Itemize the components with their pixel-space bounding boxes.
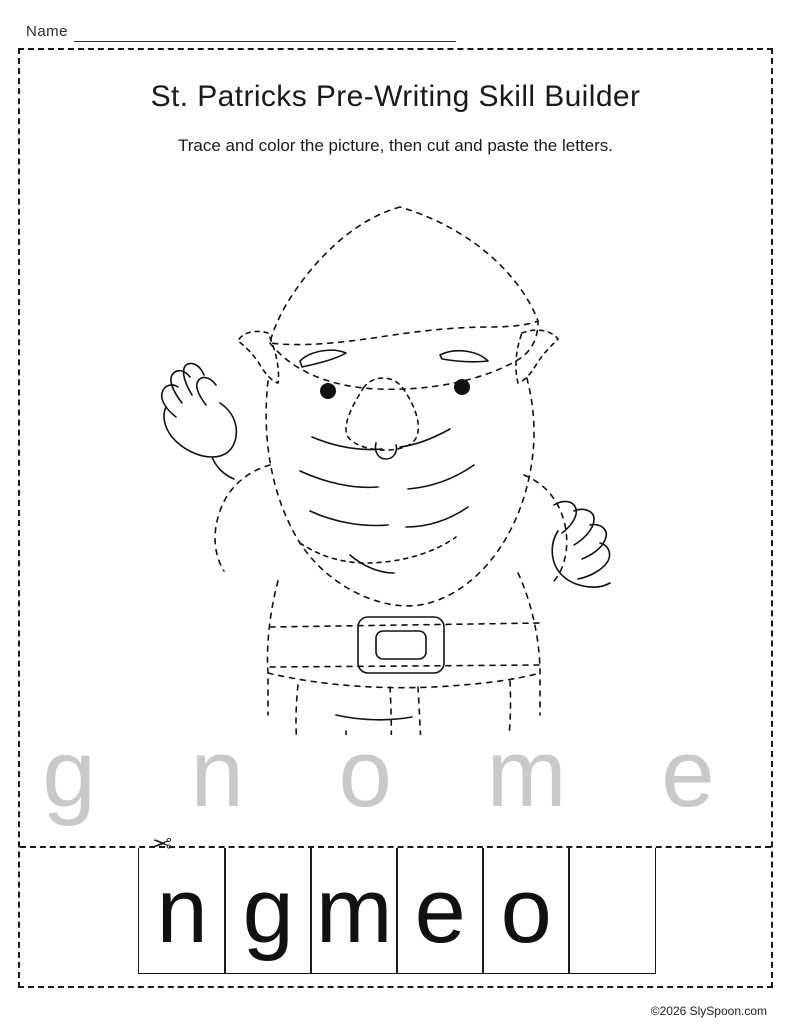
copyright-footer: ©2026 SlySpoon.com xyxy=(650,1004,767,1018)
letter-tile-glyph: e xyxy=(414,859,466,962)
trace-word[interactable]: g n o m e xyxy=(42,720,749,827)
letter-tile[interactable] xyxy=(568,848,656,974)
letter-tile[interactable] xyxy=(482,848,570,974)
name-write-line[interactable] xyxy=(74,25,456,42)
letter-tile-glyph: o xyxy=(500,859,552,962)
name-field-row xyxy=(26,14,456,42)
letter-tile-glyph: g xyxy=(242,859,294,962)
letter-tile-glyph: m xyxy=(315,859,393,962)
gnome-illustration xyxy=(150,175,650,735)
scissors-icon: ✂ xyxy=(152,830,173,858)
name-label: Name xyxy=(26,23,69,40)
page-subtitle: Trace and color the picture, then cut and paste the letters. xyxy=(177,136,613,155)
page-title: St. Patricks Pre-Writing Skill Builder xyxy=(150,80,641,113)
letter-tiles-strip xyxy=(140,848,656,974)
letter-tile-glyph: n xyxy=(156,859,208,962)
letter-tile[interactable] xyxy=(138,848,226,974)
letter-tile[interactable] xyxy=(396,848,484,974)
letter-tile[interactable] xyxy=(310,848,398,974)
letter-tile[interactable] xyxy=(224,848,312,974)
